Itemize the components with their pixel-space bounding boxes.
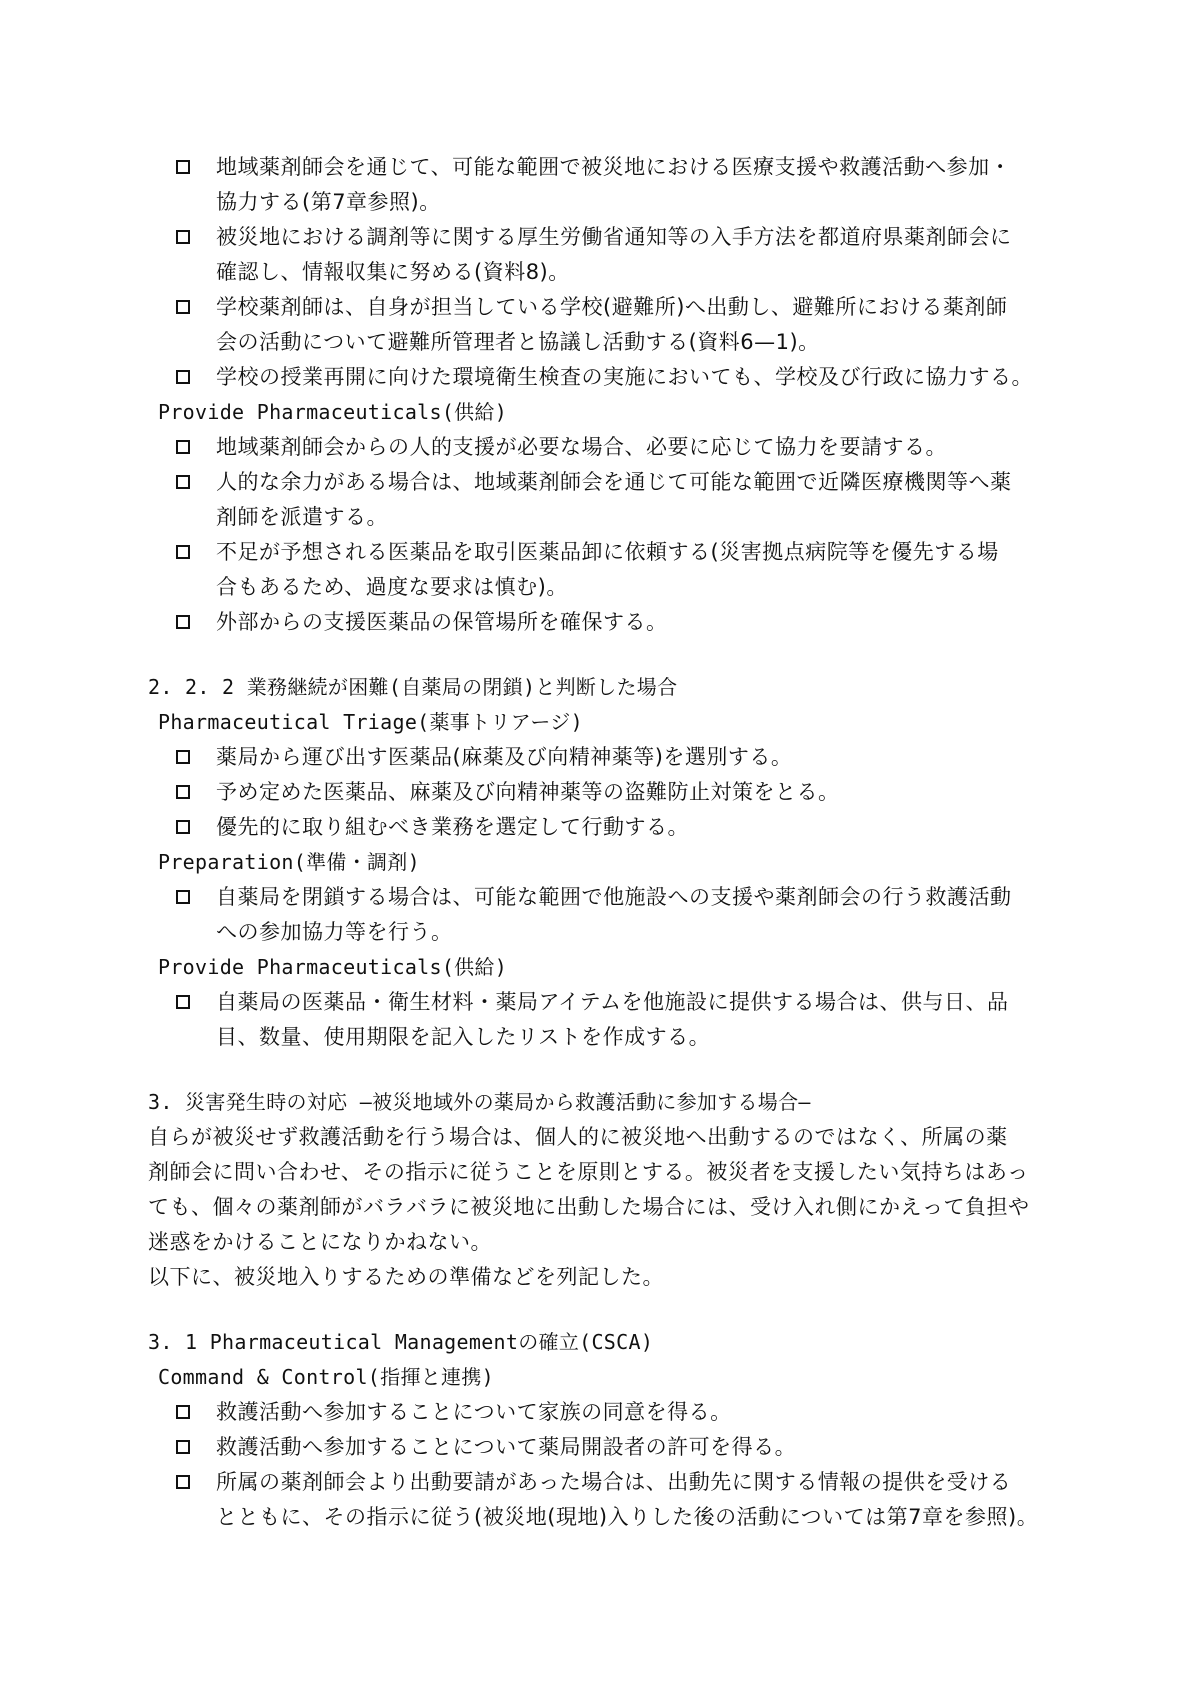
list-item-text: 学校の授業再開に向けた環境衛生検査の実施においても、学校及び行政に協力する。 xyxy=(216,365,1033,389)
checkbox-icon xyxy=(176,160,190,174)
checkbox-icon xyxy=(176,890,190,904)
list-item-text: 薬局から運び出す医薬品(麻薬及び向精神薬等)を選別する。 xyxy=(216,745,793,769)
checkbox-icon xyxy=(176,820,190,834)
checkbox-icon xyxy=(176,300,190,314)
checkbox-icon xyxy=(176,785,190,799)
checkbox-icon xyxy=(176,1440,190,1454)
list-item-text: 剤師を派遣する。 xyxy=(216,505,388,529)
list-item-text: 地域薬剤師会を通じて、可能な範囲で被災地における医療支援や救護活動へ参加・ xyxy=(216,155,1012,179)
checkbox-icon xyxy=(176,615,190,629)
body-paragraph-line: 剤師会に問い合わせ、その指示に従うことを原則とする。被災者を支援したい気持ちはあっ xyxy=(148,1160,1029,1184)
subheading: Preparation(準備・調剤) xyxy=(158,850,420,874)
body-paragraph-line: 迷惑をかけることになりかねない。 xyxy=(148,1230,492,1254)
subheading: Provide Pharmaceuticals(供給) xyxy=(158,955,508,979)
list-item-text: 目、数量、使用期限を記入したリストを作成する。 xyxy=(216,1025,711,1049)
list-item-text: 確認し、情報収集に努める(資料8)。 xyxy=(216,260,570,284)
subheading: Command & Control(指揮と連携) xyxy=(158,1365,494,1389)
list-item-text: 地域薬剤師会からの人的支援が必要な場合、必要に応じて協力を要請する。 xyxy=(216,435,947,459)
list-item-text: 優先的に取り組むべき業務を選定して行動する。 xyxy=(216,815,689,839)
list-item-text: 救護活動へ参加することについて家族の同意を得る。 xyxy=(216,1400,732,1424)
list-item-text: 所属の薬剤師会より出動要請があった場合は、出動先に関する情報の提供を受ける xyxy=(216,1470,1012,1494)
list-item-text: 被災地における調剤等に関する厚生労働省通知等の入手方法を都道府県薬剤師会に xyxy=(216,225,1012,249)
subheading: Pharmaceutical Triage(薬事トリアージ) xyxy=(158,710,583,734)
checkbox-icon xyxy=(176,1475,190,1489)
list-item-text: 外部からの支援医薬品の保管場所を確保する。 xyxy=(216,610,668,634)
list-item-text: への参加協力等を行う。 xyxy=(216,920,453,944)
list-item-text: 人的な余力がある場合は、地域薬剤師会を通じて可能な範囲で近隣医療機関等へ薬 xyxy=(216,470,1012,494)
list-item-text: 協力する(第7章参照)。 xyxy=(216,190,441,214)
list-item-text: 救護活動へ参加することについて薬局開設者の許可を得る。 xyxy=(216,1435,797,1459)
checkbox-icon xyxy=(176,230,190,244)
subheading: Provide Pharmaceuticals(供給) xyxy=(158,400,508,424)
body-paragraph-line: ても、個々の薬剤師がバラバラに被災地に出動した場合には、受け入れ側にかえって負担や xyxy=(148,1195,1030,1219)
list-item-text: 予め定めた医薬品、麻薬及び向精神薬等の盗難防止対策をとる。 xyxy=(216,780,840,804)
checkbox-icon xyxy=(176,475,190,489)
checkbox-icon xyxy=(176,440,190,454)
list-item-text: 合もあるため、過度な要求は慎む)。 xyxy=(216,575,568,599)
list-item-text: 学校薬剤師は、自身が担当している学校(避難所)へ出動し、避難所における薬剤師 xyxy=(216,295,1008,319)
list-item-text: 会の活動について避難所管理者と協議し活動する(資料6—1)。 xyxy=(216,330,820,354)
checkbox-icon xyxy=(176,545,190,559)
checkbox-icon xyxy=(176,370,190,384)
list-item-text: 不足が予想される医薬品を取引医薬品卸に依頼する(災害拠点病院等を優先する場 xyxy=(216,540,999,564)
list-item-text: 自薬局の医薬品・衛生材料・薬局アイテムを他施設に提供する場合は、供与日、品 xyxy=(216,990,1009,1014)
checkbox-icon xyxy=(176,995,190,1009)
checkbox-icon xyxy=(176,1405,190,1419)
list-item-text: とともに、その指示に従う(被災地(現地)入りした後の活動については第7章を参照)。 xyxy=(216,1505,1039,1529)
body-paragraph-line: 以下に、被災地入りするための準備などを列記した。 xyxy=(148,1265,664,1289)
list-item-text: 自薬局を閉鎖する場合は、可能な範囲で他施設への支援や薬剤師会の行う救護活動 xyxy=(216,885,1012,909)
section-heading: 2. 2. 2 業務継続が困難(自薬局の閉鎖)と判断した場合 xyxy=(148,675,678,699)
body-paragraph-line: 自らが被災せず救護活動を行う場合は、個人的に被災地へ出動するのではなく、所属の薬 xyxy=(148,1125,1008,1149)
checkbox-icon xyxy=(176,750,190,764)
section-heading: 3. 災害発生時の対応 ―被災地域外の薬局から救護活動に参加する場合― xyxy=(148,1090,811,1114)
section-heading: 3. 1 Pharmaceutical Managementの確立(CSCA) xyxy=(148,1330,654,1354)
